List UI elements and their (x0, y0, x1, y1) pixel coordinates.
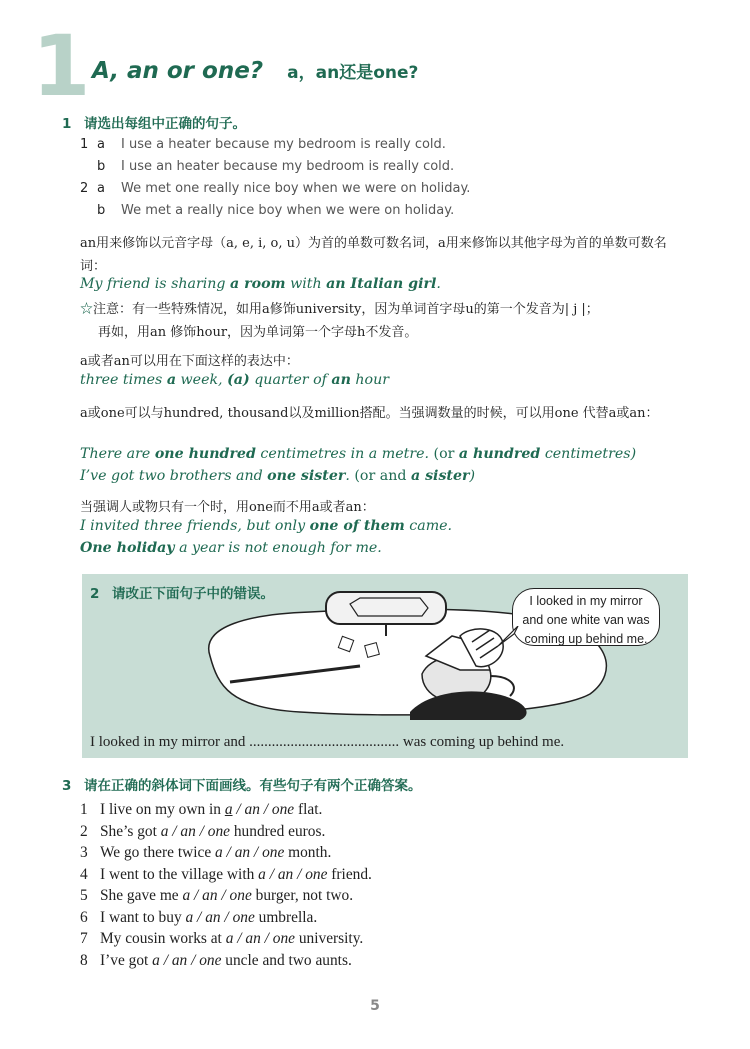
answer-choices[interactable]: a / an / one (182, 887, 252, 904)
sentence-start: I went to the village with (100, 865, 259, 883)
answer-choices[interactable]: a / an / one (160, 822, 231, 840)
item-letter: b (97, 203, 106, 218)
exercise-3-item (80, 930, 363, 948)
item-letter: b (97, 159, 106, 174)
sentence-end: friend. (327, 865, 372, 883)
exercise-1-item[interactable] (80, 159, 454, 174)
answer-choices[interactable]: a / an / one (185, 908, 255, 926)
unit-title-en: A, an or one? (92, 58, 264, 84)
speech-bubble: I looked in my mirror and one white van was coming up behind me. (512, 588, 660, 646)
unit-title (92, 58, 418, 84)
sentence-end: month. (284, 844, 332, 861)
sentence-start: I’ve got (100, 951, 153, 969)
sentence-start: She gave me (100, 887, 183, 904)
example-numbers-1: There are one hundred centimetres in a metre. (or a hundred centimetres) (80, 446, 637, 462)
sentence-start: My cousin works at (100, 930, 226, 947)
example-one-2: One holiday a year is not enough for me. (80, 540, 382, 556)
exercise-3-item (80, 844, 331, 862)
exercise-3-item (80, 887, 353, 905)
sentence-start: She’s got (100, 822, 161, 840)
exercise-3-item (80, 823, 325, 841)
exercise-3-item (80, 801, 322, 819)
note-expressions: a或者an可以用在下面这样的表达中： (80, 354, 299, 369)
item-number: 7 (80, 930, 88, 947)
exercise-3-item (80, 866, 372, 884)
exercise-2-heading: 2 请改正下面句子中的错误。 (90, 586, 274, 602)
item-sentence: We met a really nice boy when we were on holiday. (121, 203, 455, 218)
exercise-3-heading: 3 请在正确的斜体词下面画线。有些句子有两个正确答案。 (62, 778, 422, 794)
sentence-end: umbrella. (254, 908, 318, 926)
exercise-3-item (80, 952, 352, 970)
item-number: 1 (80, 137, 89, 152)
item-number: 5 (80, 887, 88, 904)
item-sentence: We met one really nice boy when we were on holiday. (121, 181, 471, 196)
answer-choices[interactable]: a / an / one (152, 951, 222, 969)
answer-choices[interactable]: a / an / one (258, 865, 328, 883)
exercise-3-item (80, 909, 317, 927)
sentence-start: I live on my own in (100, 801, 225, 818)
item-number: 8 (80, 951, 88, 969)
item-number: 2 (80, 822, 88, 840)
note-numbers: a或one可以与hundred, thousand以及million搭配。当强调数量的时候，可以用one 代替a或an： (80, 406, 659, 421)
answer-choices[interactable]: a / an / one (215, 844, 285, 861)
answer-blank[interactable]: ........................................ (249, 734, 400, 750)
example-one-1: I invited three friends, but only one of them came. (80, 518, 453, 534)
sentence-start: I want to buy (100, 908, 186, 926)
unit-number: 1 (32, 17, 91, 115)
example-expressions: three times a week, (a) quarter of an hour (80, 372, 390, 388)
example-numbers-2: I’ve got two brothers and one sister. (or and a sister) (80, 468, 476, 484)
sentence-end: flat. (294, 801, 323, 818)
page-number: 5 (370, 998, 380, 1014)
note-only-one: 当强调人或物只有一个时，用one而不用a或者an： (80, 500, 375, 515)
bubble-tail-icon (496, 626, 520, 648)
item-number: 4 (80, 865, 88, 883)
sentence-start: We go there twice (100, 844, 215, 861)
item-number: 1 (80, 801, 88, 818)
sentence-end: uncle and two aunts. (221, 951, 352, 969)
item-number: 2 (80, 181, 89, 196)
sentence-end: burger, not two. (251, 887, 354, 904)
item-sentence: I use an heater because my bedroom is really cold. (121, 159, 455, 174)
item-letter: a (97, 181, 105, 196)
example-a-an: My friend is sharing a room with an Italian girl. (80, 276, 441, 292)
exercise-1-item[interactable] (80, 137, 446, 152)
item-letter: a (97, 137, 105, 152)
exercise-1-heading: 1 请选出每组中正确的句子。 (62, 116, 246, 132)
item-sentence: I use a heater because my bedroom is really cold. (121, 137, 446, 152)
exercise-1-item[interactable] (80, 203, 454, 218)
exercise-1-item[interactable] (80, 181, 470, 196)
item-number: 6 (80, 908, 88, 926)
item-number: 3 (80, 844, 88, 861)
exercise-2-sentence: I looked in my mirror and ........................................ was coming up behind me. (90, 734, 565, 750)
note-a-an: an用来修饰以元音字母（a, e, i, o, u）为首的单数可数名词，a用来修饰以其他字母为首的单数可数名词： (80, 236, 667, 274)
answer-choices[interactable]: a / an / one (224, 801, 295, 818)
sentence-end: university. (294, 930, 364, 947)
unit-title-cn: a，an还是one? (287, 63, 419, 83)
sentence-end: hundred euros. (230, 822, 326, 840)
note-exception: ☆注意：有一些特殊情况，如用a修饰university，因为单词首字母u的第一个发音为| j |； 再如，用an 修饰hour，因为单词第一个字母h不发音。 (80, 302, 599, 340)
answer-choices[interactable]: a / an / one (225, 930, 295, 947)
star-icon: ☆ (80, 302, 94, 317)
